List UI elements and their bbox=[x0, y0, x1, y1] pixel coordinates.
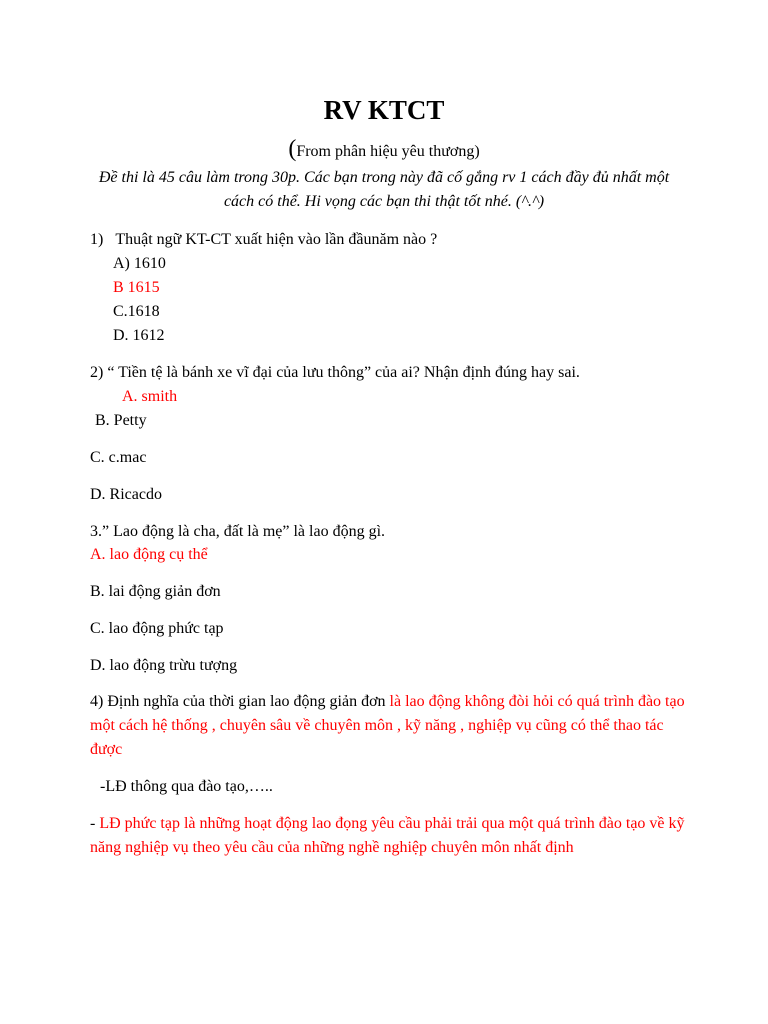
q4-paragraph bbox=[90, 690, 690, 762]
subtitle-open-paren: ( bbox=[288, 136, 297, 162]
q2-option-c: C. c.mac bbox=[90, 449, 147, 466]
q3-option-c: C. lao động phức tạp bbox=[90, 620, 224, 637]
intro-paragraph: Đề thi là 45 câu làm trong 30p. Các bạn trong này đã cố gắng rv 1 cách đầy đủ nhất một cách có thể. Hi vọng các bạn thi thật tốt nhé. (^.^) bbox=[98, 169, 670, 210]
document-subtitle bbox=[0, 135, 768, 166]
q4-complex-paragraph bbox=[90, 812, 690, 860]
q4-note: -LĐ thông qua đào tạo,….. bbox=[100, 778, 273, 795]
document-title: RV KTCT bbox=[323, 95, 445, 125]
q3-question: 3.” Lao động là cha, đất là mẹ” là lao động gì. bbox=[90, 523, 386, 540]
q2-option-d: D. Ricacdo bbox=[90, 486, 162, 503]
q2-option-a-answer: A. smith bbox=[122, 388, 178, 405]
q3-option-d: D. lao động trừu tượng bbox=[90, 657, 238, 674]
q2-question: 2) “ Tiền tệ là bánh xe vĩ đại của lưu thông” của ai? Nhận định đúng hay sai. bbox=[90, 364, 580, 381]
q1-option-d: D. 1612 bbox=[113, 327, 165, 344]
q4-dash: - bbox=[90, 815, 100, 832]
q1-option-c: C.1618 bbox=[113, 303, 160, 320]
q1-question bbox=[90, 228, 437, 252]
q4-answer: là lao động không đòi hỏi có quá trình đào tạo một cách hệ thống , chuyên sâu về chuyên môn , kỹ năng , nghiệp vụ cũng có thể thao tác được bbox=[90, 693, 685, 758]
q1-option-a: A) 1610 bbox=[113, 255, 166, 272]
q4-question: 4) Định nghĩa của thời gian lao động giản đơn bbox=[90, 693, 390, 710]
subtitle-text: From phân hiệu yêu thương) bbox=[296, 143, 480, 160]
q1-number: 1) bbox=[90, 231, 104, 248]
q1-text: Thuật ngữ KT-CT xuất hiện vào lần đầunăm nào ? bbox=[115, 231, 438, 248]
q3-option-a-answer: A. lao động cụ thể bbox=[90, 546, 208, 563]
q2-option-b: B. Petty bbox=[95, 412, 147, 429]
q4-complex-labor: LĐ phức tạp là những hoạt động lao đọng yêu cầu phải trải qua một quá trình đào tạo về kỹ năng nghiệp vụ theo yêu cầu của những nghề nghiệp chuyên môn nhất định bbox=[90, 815, 685, 856]
q3-option-b: B. lai động giản đơn bbox=[90, 583, 221, 600]
q1-option-b-answer: B 1615 bbox=[113, 279, 160, 296]
